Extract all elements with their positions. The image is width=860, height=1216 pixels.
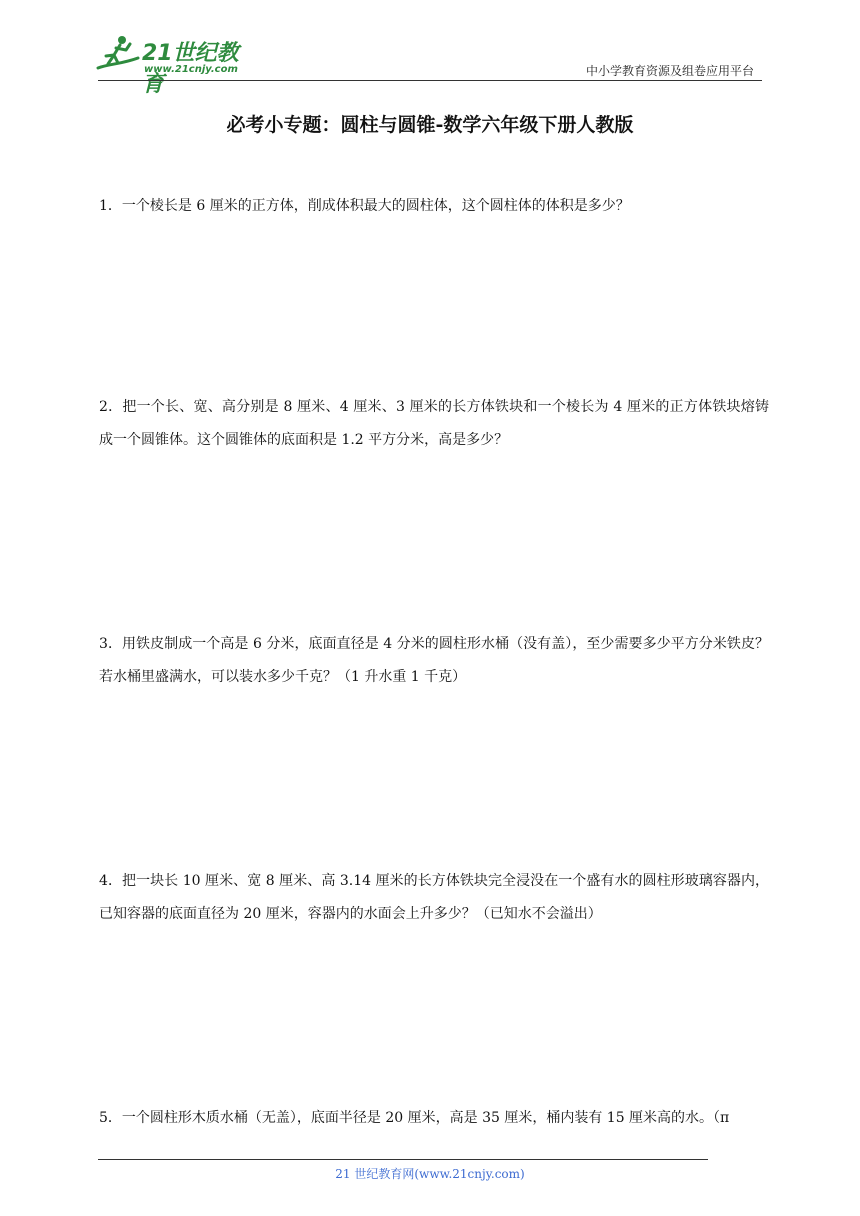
question-4: 4．把一块长 10 厘米、宽 8 厘米、高 3.14 厘米的长方体铁块完全浸没在一个盛有水的圆柱形玻璃容器内，已知容器的底面直径为 20 厘米，容器内的水面会上升多少？（已知水不会溢出） (99, 873, 769, 922)
question-3: 3．用铁皮制成一个高是 6 分米，底面直径是 4 分米的圆柱形水桶（没有盖），至少需要多少平方分米铁皮？若水桶里盛满水，可以装水多少千克？（1 升水重 1 千克） (99, 636, 769, 685)
header-divider (98, 80, 762, 81)
question-1: 1．一个棱长是 6 厘米的正方体，削成体积最大的圆柱体，这个圆柱体的体积是多少？ (99, 198, 630, 214)
logo-text: 21世纪教育 (142, 41, 239, 97)
running-man-icon (96, 34, 140, 74)
question-5: 5．一个圆柱形木质水桶（无盖），底面半径是 20 厘米，高是 35 厘米，桶内装有 15 厘米高的水。（π (99, 1110, 730, 1126)
site-logo[interactable] (96, 34, 256, 97)
platform-name: 中小学教育资源及组卷应用平台 (585, 64, 754, 78)
page-title: 必考小专题：圆柱与圆锥-数学六年级下册人教版 (226, 114, 634, 136)
footer-link[interactable]: 21 世纪教育网(www.21cnjy.com) (335, 1167, 525, 1181)
question-2: 2．把一个长、宽、高分别是 8 厘米、4 厘米、3 厘米的长方体铁块和一个棱长为 4 厘米的正方体铁块熔铸成一个圆锥体。这个圆锥体的底面积是 1.2 平方分米，高是多少？ (99, 399, 769, 448)
footer-divider (98, 1159, 708, 1160)
logo-url: www.21cnjy.com (144, 64, 238, 75)
